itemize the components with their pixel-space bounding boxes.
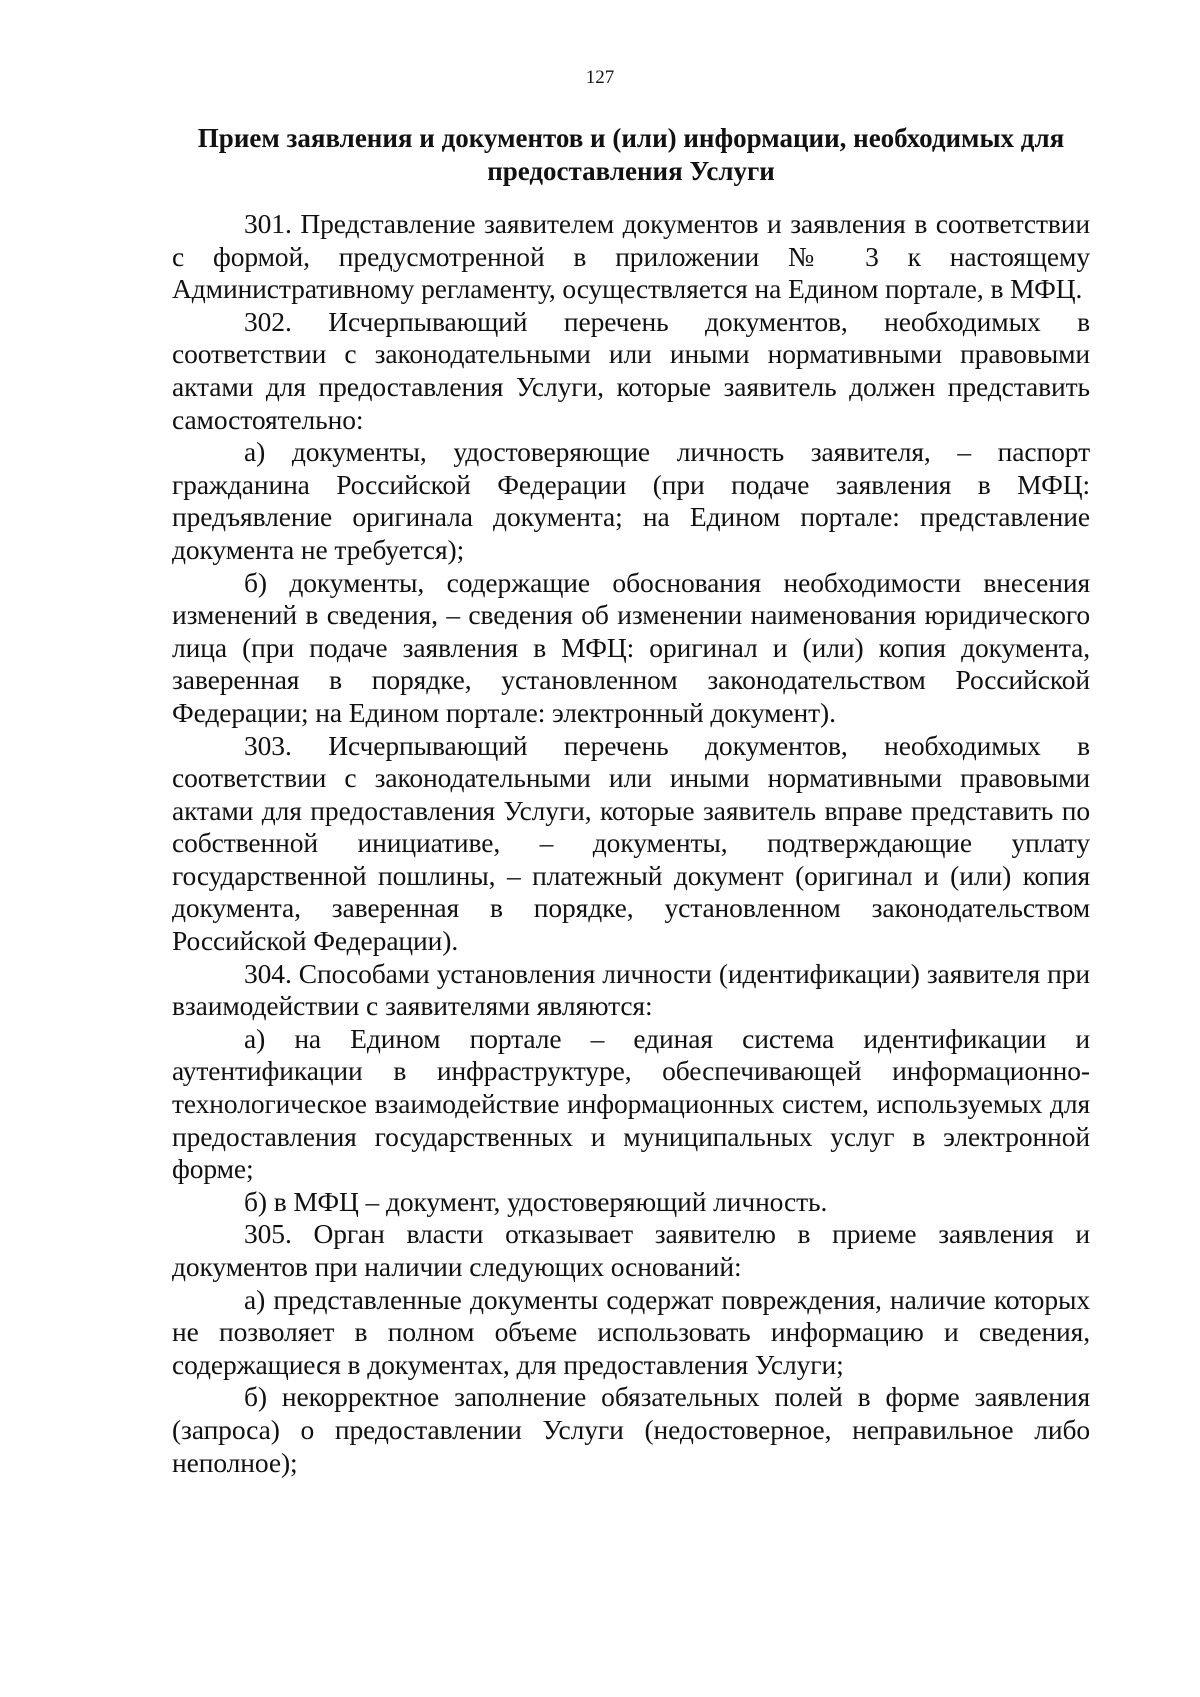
- page-number: 127: [585, 67, 615, 88]
- paragraph-302-a: а) документы, удостоверяющие личность заявителя, – паспорт гражданина Российской Федерации (при подаче заявления в МФЦ: предъявление оригинала документа; на Едином портале: представление документа не требуется);: [172, 436, 1090, 565]
- section-heading: Прием заявления и документов и (или) информации, необходимых для предоставления Услуги: [197, 123, 1065, 186]
- paragraph-305-a: а) представленные документы содержат повреждения, наличие которых не позволяет в полном объеме использовать информацию и сведения, содержащиеся в документах, для предоставления Услуги;: [172, 1283, 1090, 1380]
- paragraph-305-b: б) некорректное заполнение обязательных полей в форме заявления (запроса) о предоставлении Услуги (недостоверное, неправильное либо неполное);: [172, 1381, 1090, 1478]
- paragraph-303: 303. Исчерпывающий перечень документов, необходимых в соответствии с законодательными или иными нормативными правовыми актами для предоставления Услуги, которые заявитель вправе представить по собственной инициативе, – документы, подтверждающие уплату государственной пошлины, – платежный документ (оригинал и (или) копия документа, заверенная в порядке, установленном законодательством Российской Федерации).: [172, 729, 1090, 957]
- paragraph-304: 304. Способами установления личности (идентификации) заявителя при взаимодействии с заявителями являются:: [172, 957, 1090, 1022]
- paragraph-302: 302. Исчерпывающий перечень документов, необходимых в соответствии с законодательными или иными нормативными правовыми актами для предоставления Услуги, которые заявитель должен представить самостоятельно:: [172, 305, 1090, 435]
- paragraph-304-b: б) в МФЦ – документ, удостоверяющий личность.: [244, 1185, 828, 1217]
- paragraph-301: 301. Представление заявителем документов и заявления в соответствии с формой, предусмотренной в приложении № 3 к настоящему Административному регламенту, осуществляется на Едином портале, в МФЦ.: [172, 208, 1090, 305]
- paragraph-302-b: б) документы, содержащие обоснования необходимости внесения изменений в сведения, – сведения об изменении наименования юридического лица (при подаче заявления в МФЦ: оригинал и (или) копия документа, заверенная в порядке, установленном законодательством Российской Федерации; на Едином портале: электронный документ).: [172, 566, 1090, 728]
- paragraph-304-a: а) на Едином портале – единая система идентификации и аутентификации в инфраструктуре, обеспечивающей информационно-технологическое взаимодействие информационных систем, используемых для предоставления государственных и муниципальных услуг в электронной форме;: [172, 1022, 1090, 1185]
- paragraph-305: 305. Орган власти отказывает заявителю в приеме заявления и документов при наличии следующих оснований:: [172, 1218, 1090, 1282]
- body-text: [172, 208, 1090, 1479]
